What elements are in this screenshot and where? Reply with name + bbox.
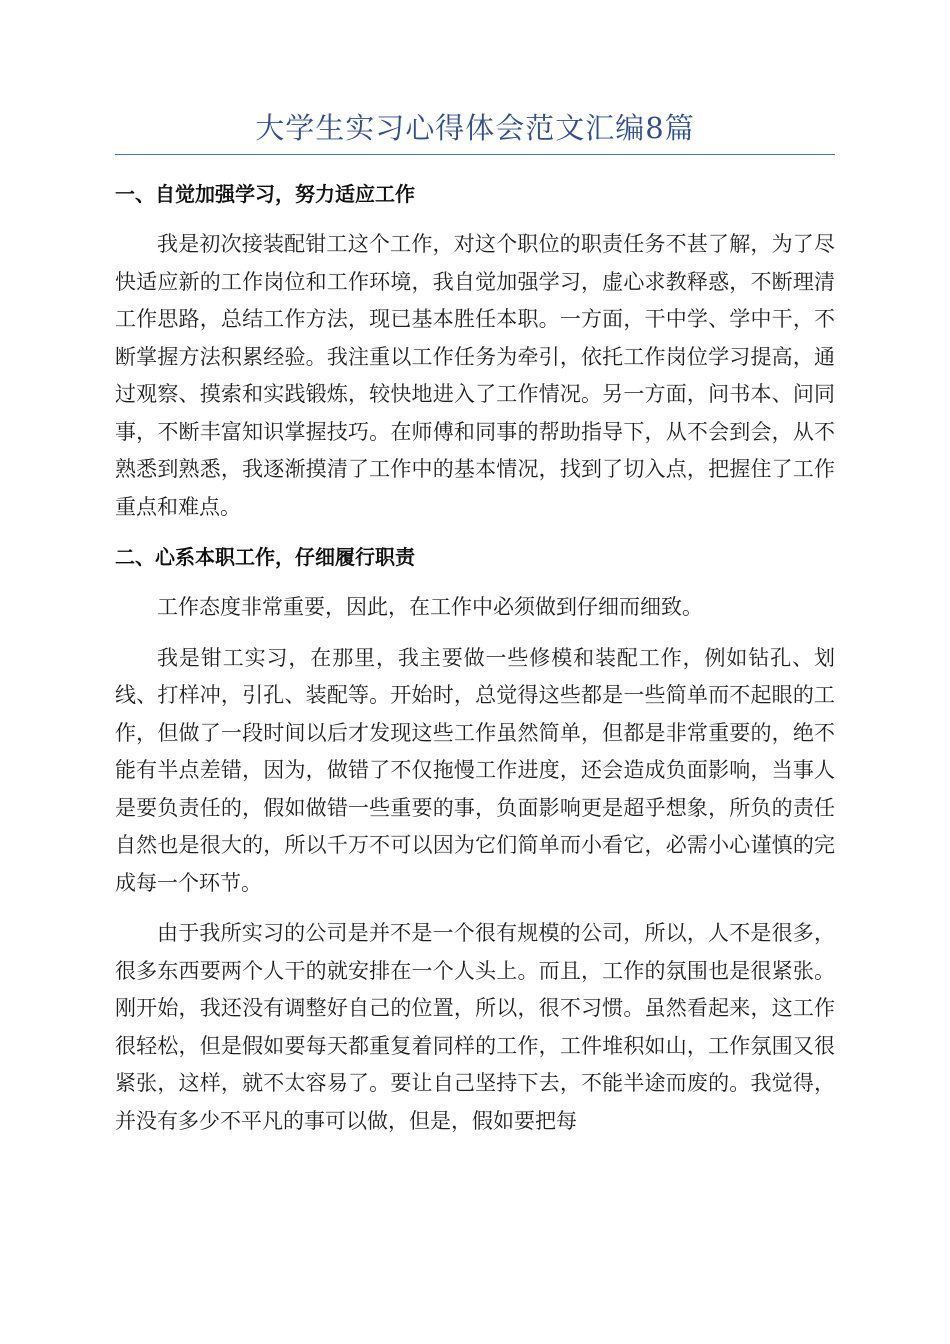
section-1-paragraph-1: 我是初次接装配钳工这个工作，对这个职位的职责任务不甚了解，为了尽快适应新的工作岗位和工作环境，我自觉加强学习，虚心求教释惑，不断理清工作思路，总结工作方法，现已基本胜任本职。一方面，干中学、学中干，不断掌握方法积累经验。我注重以工作任务为牵引，依托工作岗位学习提高，通过观察、摸索和实践锻炼，较快地进入了工作情况。另一方面，问书本、问同事，不断丰富知识掌握技巧。在师傅和同事的帮助指导下，从不会到会，从不熟悉到熟悉，我逐渐摸清了工作中的基本情况，找到了切入点，把握住了工作重点和难点。 xyxy=(115,232,835,519)
section-2-paragraph-3: 由于我所实习的公司是并不是一个很有规模的公司，所以，人不是很多，很多东西要两个人干的就安排在一个人头上。而且，工作的氛围也是很紧张。刚开始，我还没有调整好自己的位置，所以，很不习惯。虽然看起来，这工作很轻松，但是假如要每天都重复着同样的工作，工件堆积如山，工作氛围又很紧张，这样，就不太容易了。要让自己坚持下去，不能半途而废的。我觉得，并没有多少不平凡的事可以做，但是，假如要把每 xyxy=(115,921,835,1133)
section-2-paragraph-2: 我是钳工实习，在那里，我主要做一些修模和装配工作，例如钻孔、划线、打样冲，引孔、装配等。开始时，总觉得这些都是一些简单而不起眼的工作，但做了一段时间以后才发现这些工作虽然简单，但都是非常重要的，绝不能有半点差错，因为，做错了不仅拖慢工作进度，还会造成负面影响，当事人是要负责任的，假如做错一些重要的事，负面影响更是超乎想象，所负的责任自然也是很大的，所以千万不可以因为它们简单而小看它，必需小心谨慎的完成每一个环节。 xyxy=(115,645,835,895)
section-heading-2: 二、心系本职工作，仔细履行职责 xyxy=(115,545,415,569)
title-underline-divider xyxy=(115,154,835,155)
section-2-paragraph-1: 工作态度非常重要，因此，在工作中必须做到仔细而细致。 xyxy=(157,595,703,619)
document-title: 大学生实习心得体会范文汇编8篇 xyxy=(255,111,695,145)
section-heading-1: 一、自觉加强学习，努力适应工作 xyxy=(115,182,415,206)
document-body xyxy=(115,176,835,1153)
